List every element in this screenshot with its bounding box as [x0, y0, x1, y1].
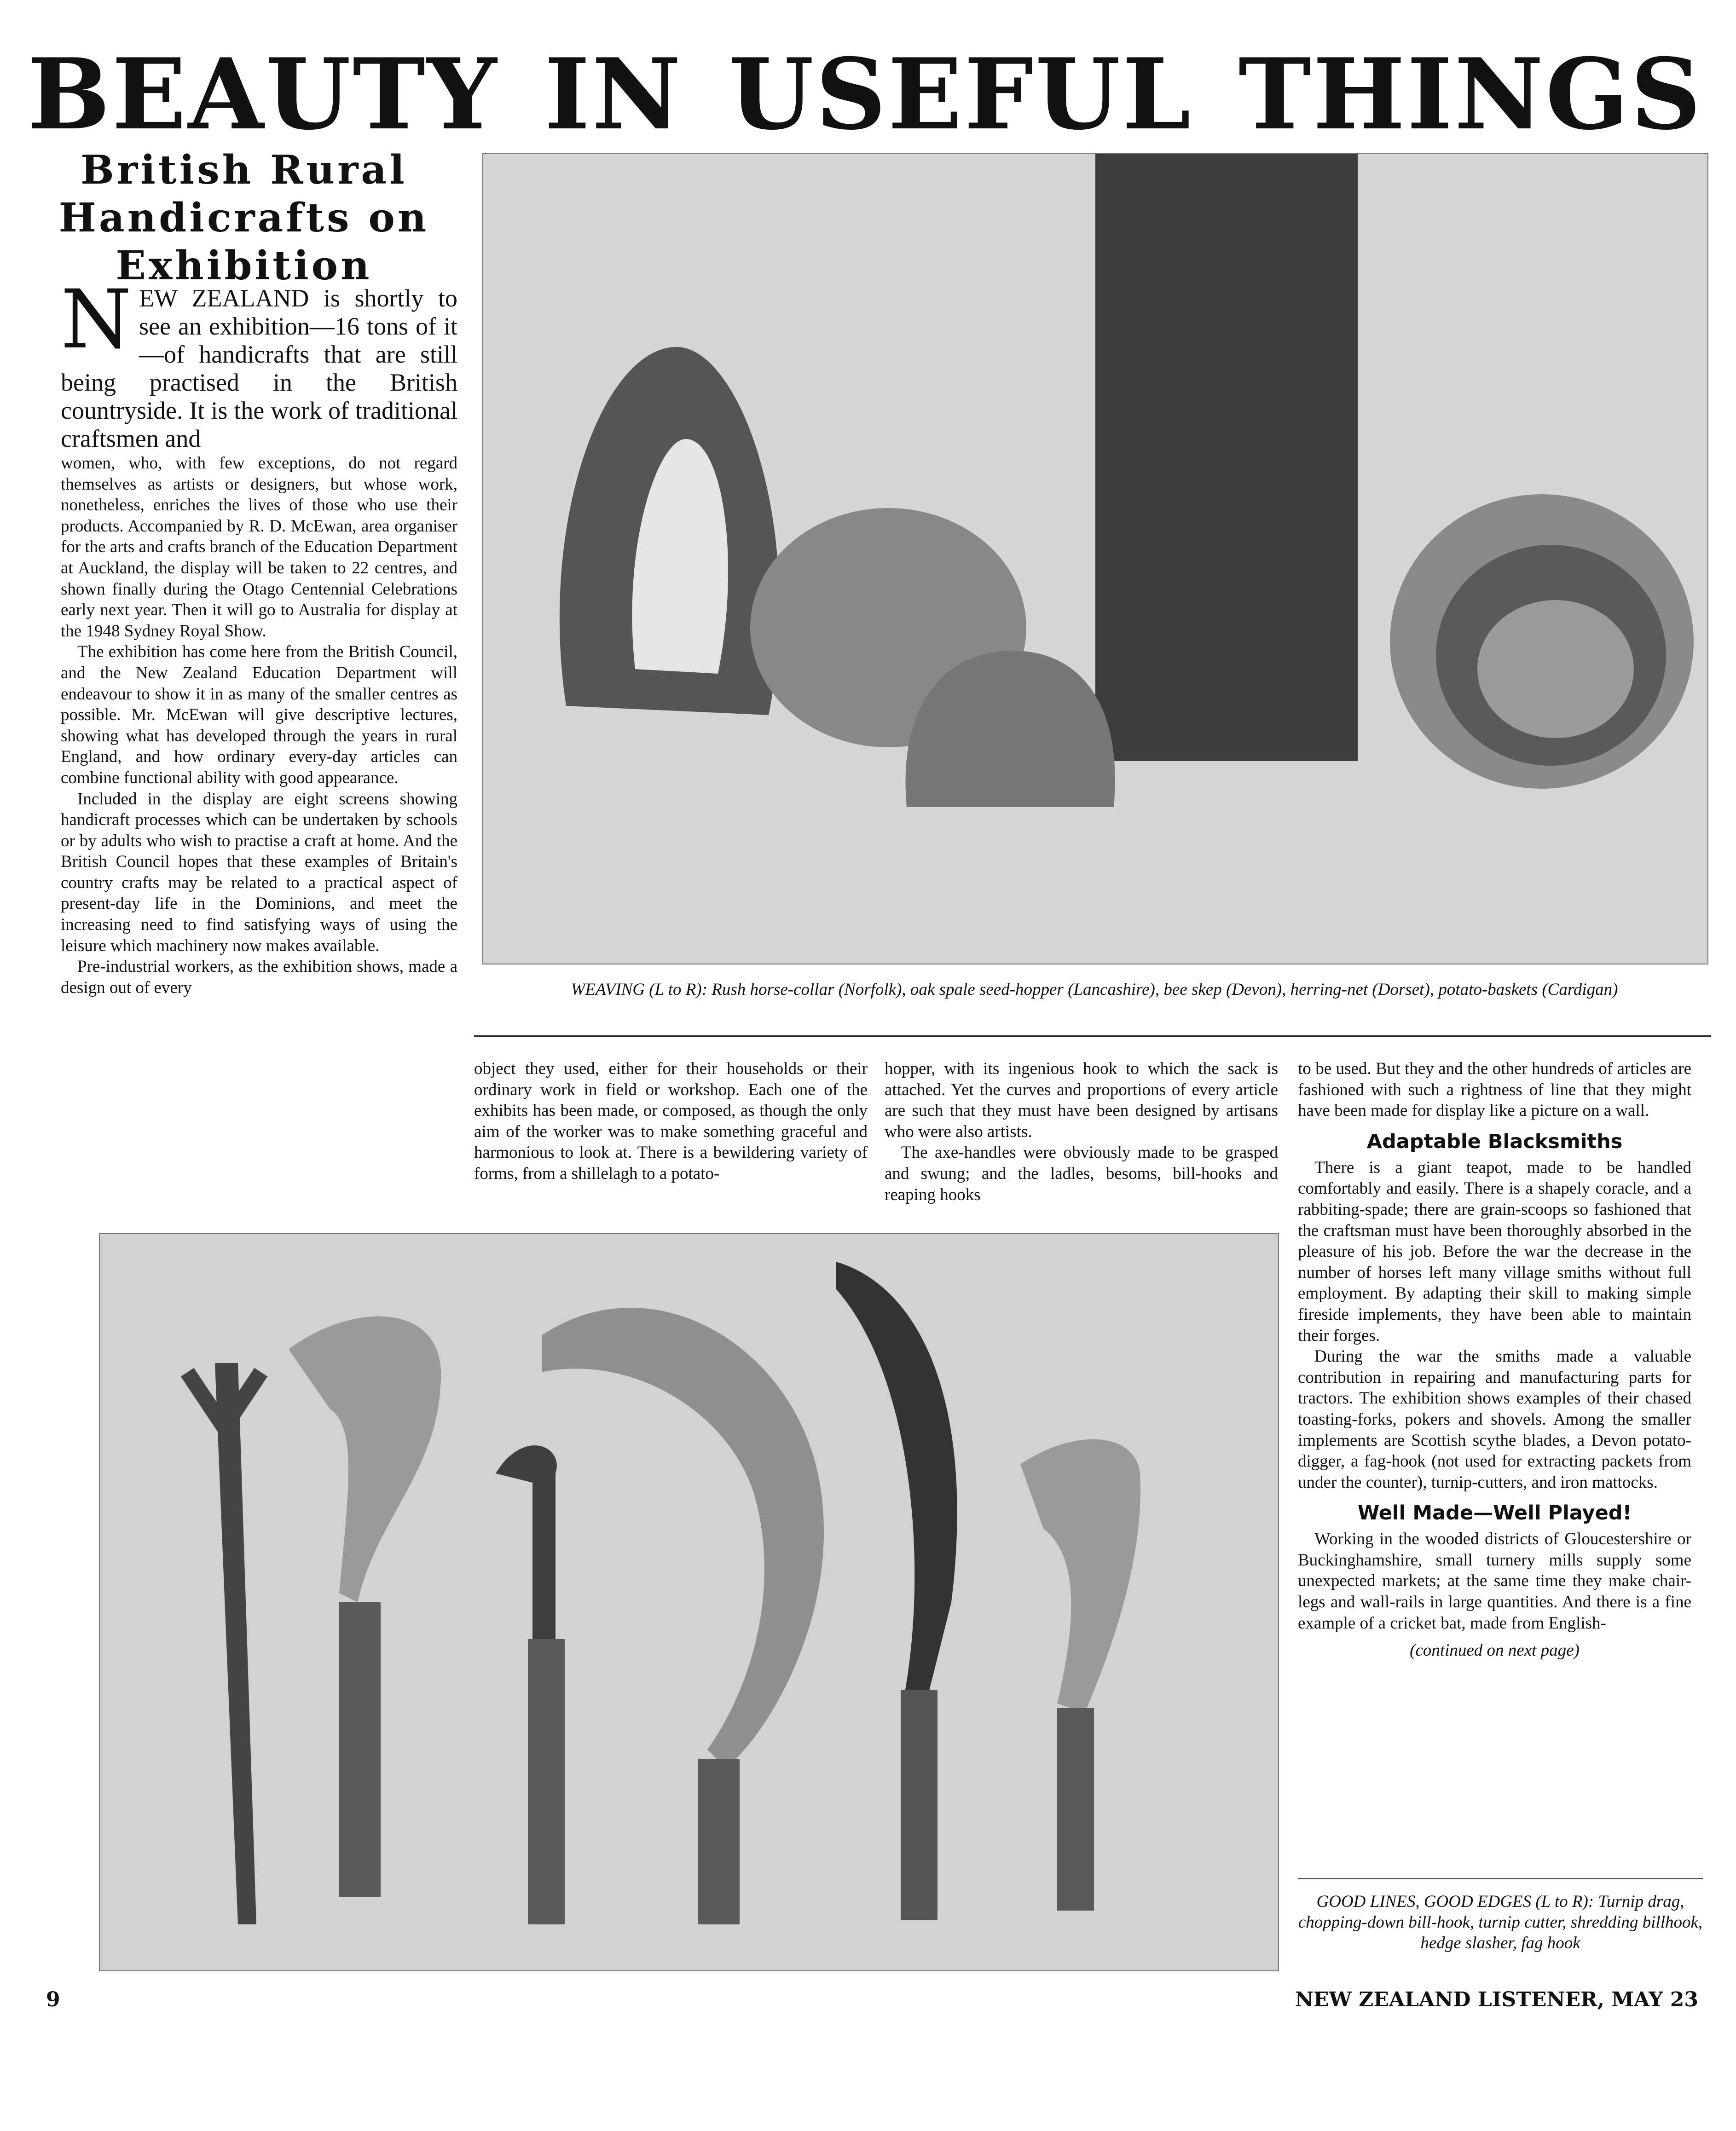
weaving-caption-label: WEAVING (L to R):	[571, 980, 708, 999]
article-paragraph: Working in the wooded districts of Gloucestershire or Buckinghamshire, small turnery mills supply some unexpected markets; at the same time they make chair-legs and wall-rails in large quantities. And there is a fine example of a cricket bat, made from English-	[1298, 1530, 1691, 1633]
article-paragraph: There is a giant teapot, made to be handled comfortably and easily. There is a shapely coracle, and a rabbiting-spade; there are grain-scoops so fashioned that the craftsman must have been thoroughly absorbed in the pleasure of his job. Before the war the decrease in the number of horses left many village smiths without full employment. By adapting their skill to making simple fireside implements, they have been able to maintain their forges.	[1298, 1158, 1691, 1345]
article-paragraph: The axe-handles were obviously made to be grasped and swung; and the ladles, besoms, bill-hooks and reaping hooks	[885, 1143, 1278, 1204]
article-column-2	[474, 1058, 868, 1184]
tools-caption	[1293, 1891, 1707, 1953]
tools-caption-text: Turnip drag, chopping-down bill-hook, turnip cutter, shredding billhook, hedge slasher, fag hook	[1298, 1892, 1703, 1952]
weaving-photo	[482, 153, 1708, 964]
tools-caption-label: GOOD LINES, GOOD EDGES (L to R):	[1316, 1892, 1594, 1911]
article-paragraph: The exhibition has come here from the British Council, and the New Zealand Education Department will endeavour to show it in as many of the smaller centres as possible. Mr. McEwan will give descriptive lectures, showing what has developed through the years in rural England, and how ordinary every-day articles can combine functional ability with good appearance.	[61, 642, 457, 787]
chopping-billhook-handle	[339, 1602, 381, 1897]
page-number: 9	[46, 1988, 60, 2011]
article-paragraph: women, who, with few exceptions, do not regard themselves as artists or designers, but whose work, nonetheless, enriches the lives of those who use their products. Accompanied by R. D. McEwan, area organiser for the arts and crafts branch of the Education Department at Auckland, the display will be taken to 22 centres, and shown finally during the Otago Centennial Celebrations early next year. Then it will go to Australia for display at the 1948 Sydney Royal Show.	[61, 454, 457, 641]
continued-note: (continued on next page)	[1410, 1641, 1580, 1660]
section-heading: Adaptable Blacksmiths	[1366, 1130, 1623, 1153]
headline-word: THINGS	[1238, 37, 1703, 151]
article-paragraph: to be used. But they and the other hundreds of articles are fashioned with such a rightness of line that they might have been made for display like a picture on a wall.	[1298, 1059, 1691, 1120]
fag-hook-handle	[1057, 1708, 1094, 1911]
shredding-billhook-handle	[698, 1759, 740, 1924]
weaving-caption	[478, 979, 1711, 1000]
article-column-3	[885, 1058, 1278, 1205]
headline-word: IN	[544, 37, 683, 151]
subheadline: British Rural Handicrafts on Exhibition	[58, 147, 429, 289]
publication-line: NEW ZEALAND LISTENER, MAY 23	[1295, 1988, 1698, 2011]
weaving-caption-text: Rush horse-collar (Norfolk), oak spale seed-hopper (Lancashire), bee skep (Devon), herring-net (Dorset), potato-baskets (Cardigan)	[712, 980, 1618, 999]
tools-caption-rule	[1298, 1878, 1703, 1879]
caption-rule	[474, 1035, 1711, 1037]
headline-word: USEFUL	[729, 37, 1193, 151]
tools-photo-illustration	[100, 1234, 1276, 1969]
article-paragraph: Pre-industrial workers, as the exhibition shows, made a design out of every	[61, 957, 457, 997]
weaving-photo-illustration	[483, 154, 1706, 962]
article-paragraph: During the war the smiths made a valuable contribution in repairing and manufacturing parts for tractors. The exhibition shows examples of their chased toasting-forks, pokers and shovels. Among the smaller implements are Scottish scythe blades, a Devon potato-digger, a fag-hook (not used for extracting packets from under the counter), turnip-cutters, and iron mattocks.	[1298, 1347, 1691, 1492]
article-column-4	[1298, 1058, 1691, 1661]
article-paragraph: hopper, with its ingenious hook to which the sack is attached. Yet the curves and proportions of every article are such that they must have been designed by artisans who were also artists.	[885, 1059, 1278, 1141]
section-heading: Well Made—Well Played!	[1357, 1502, 1632, 1525]
dropcap: N	[61, 272, 132, 367]
headline-word: BEAUTY	[28, 37, 499, 151]
article-column-1	[61, 272, 457, 998]
headline	[28, 37, 1703, 151]
article-lead	[61, 272, 457, 453]
tools-photo	[99, 1233, 1279, 1971]
hedge-slasher-handle	[901, 1690, 937, 1920]
herring-net-shape	[1095, 154, 1358, 761]
article-paragraph: Included in the display are eight screens showing handicraft processes which can be undertaken by schools or by adults who wish to practise a craft at home. And the British Council hopes that these examples of Britain's country crafts may be related to a practical aspect of present-day life in the Dominions, and meet the increasing need to find satisfying ways of using the leisure which machinery now makes available.	[61, 789, 457, 955]
article-paragraph: object they used, either for their households or their ordinary work in field or workshop. Each one of the exhibits has been made, or composed, as though the only aim of the worker was to make something graceful and harmonious to look at. There is a bewildering variety of forms, from a shillelagh to a potato-	[474, 1059, 868, 1183]
lead-text: EW ZEALAND is shortly to see an exhibition—16 tons of it—of handicrafts that are still being practised in the British countryside. It is the work of traditional craftsmen and	[61, 284, 457, 452]
